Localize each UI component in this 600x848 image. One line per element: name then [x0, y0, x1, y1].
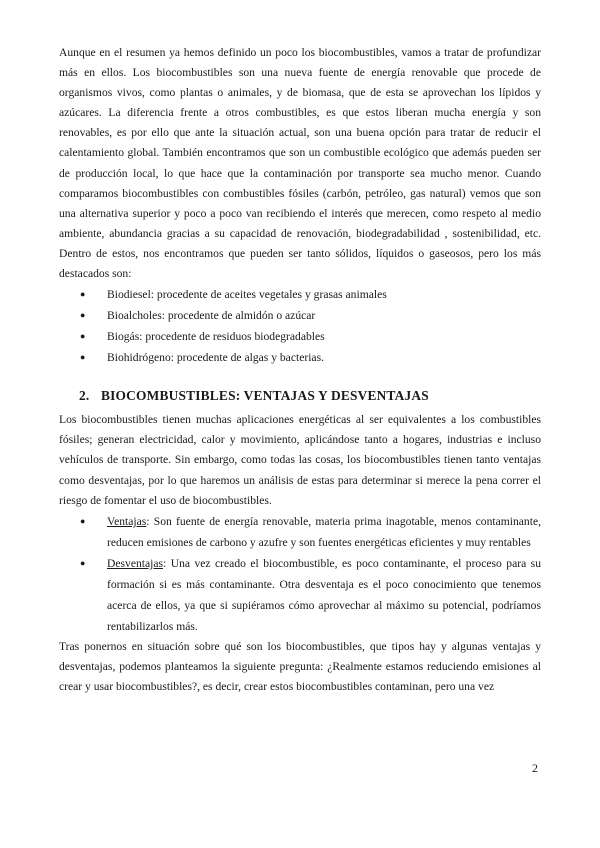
- ventajas-text: : Son fuente de energía renovable, materia prima inagotable, menos contaminante, reducen emisiones de carbono y azufre y son fuentes energéticas eficientes y muy rentables: [107, 514, 541, 549]
- section-paragraph: Los biocombustibles tienen muchas aplicaciones energéticas al ser equivalentes a los combustibles fósiles; generan electricidad, calor y movimiento, aplicándose tanto a hogares, industrias e incluso vehículos de transporte. Sin embargo, como todas las cosas, los biocombustibles tienen tanto ventajas como desventajas, por lo que haremos un análisis de estas para determinar si merece la pena correr el riesgo de fomentar el uso de biocombustibles.: [59, 413, 541, 507]
- desventajas-text: : Una vez creado el biocombustible, es poco contaminante, el proceso para su formación si es más contaminante. Otra desventaja es el poco conocimiento que tenemos acerca de ellos, ya que si supiéramos cómo aprovechar al máximo su potencial, podríamos rentabilizarlos más.: [107, 556, 541, 633]
- page-content: [59, 43, 541, 697]
- biofuel-types-list: [59, 284, 541, 368]
- list-item: ● Biogás: procedente de residuos biodegradables: [59, 326, 541, 347]
- desventajas-term: Desventajas: [107, 556, 164, 570]
- closing-paragraph: Tras ponernos en situación sobre qué son los biocombustibles, que tipos hay y algunas ventajas y desventajas, podemos planteamos la siguiente pregunta: ¿Realmente estamos reduciendo emisiones al crear y usar biocombustibles?, es decir, crear estos biocombustibles contaminan, pero una vez: [59, 639, 541, 693]
- list-item: ● Biohidrógeno: procedente de algas y bacterias.: [59, 347, 541, 368]
- page-number: 2: [532, 761, 538, 775]
- list-item: ● Bioalcholes: procedente de almidón o azúcar: [59, 305, 541, 326]
- section-heading: [59, 386, 541, 406]
- list-item-ventajas: [59, 511, 541, 553]
- section-title: BIOCOMBUSTIBLES: VENTAJAS Y DESVENTAJAS: [101, 388, 429, 404]
- section-number: 2.: [79, 388, 90, 404]
- list-item: ● Biodiesel: procedente de aceites vegetales y grasas animales: [59, 284, 541, 305]
- intro-paragraph: Aunque en el resumen ya hemos definido un poco los biocombustibles, vamos a tratar de profundizar más en ellos. Los biocombustibles son una nueva fuente de energía renovable que procede de organismos vivos, como plantas o animales, y de biomasa, que de esta se aprovechan los lípidos y azúcares. La diferencia frente a otros combustibles, es que estos liberan mucha energía y son renovables, es por ello que ante la situación actual, son una buena opción para tratar de reducir el calentamiento global. También encontramos que son un combustible ecológico que además pueden ser de producción local, lo que hace que la contaminación por transporte sea mucho menor. Cuando comparamos biocombustibles con combustibles fósiles (carbón, petróleo, gas natural) vemos que son una alternativa superior y poco a poco van recibiendo el interés que merecen, como respeto al medio ambiente, abundancia gracias a su capacidad de renovación, biodegradabilidad , sostenibilidad, etc. Dentro de estos, nos encontramos que pueden ser tanto sólidos, líquidos o gaseosos, pero los más destacados son:: [59, 46, 541, 281]
- pros-cons-list: [59, 511, 541, 637]
- ventajas-term: Ventajas: [107, 514, 147, 528]
- list-item-desventajas: [59, 553, 541, 637]
